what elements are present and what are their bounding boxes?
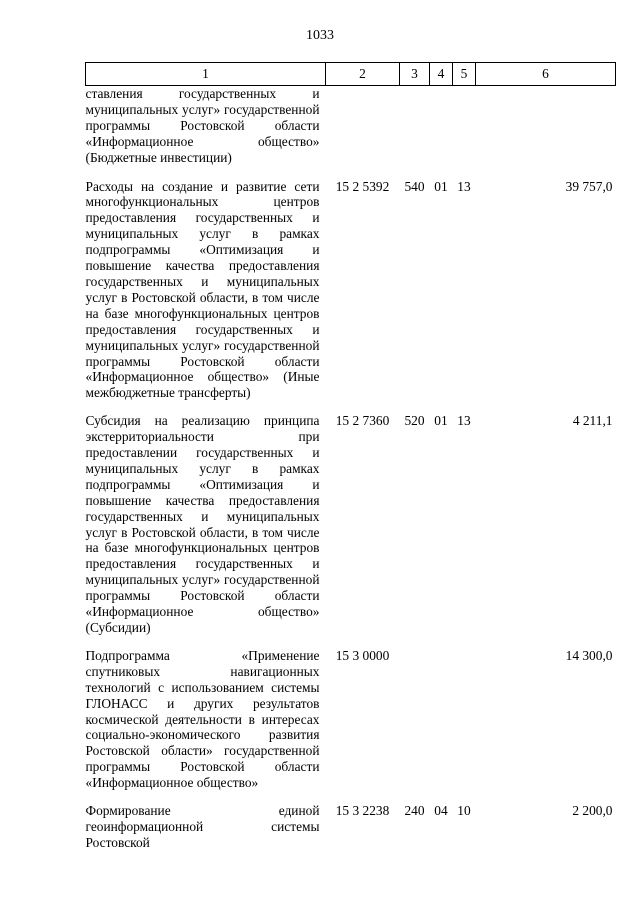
page-number: 1033 [306,28,334,43]
row-subsection: 13 [457,178,471,194]
row-section [430,642,453,797]
budget-table [85,62,616,857]
table-row [86,642,616,797]
table-row [86,407,616,642]
row-amount: 4 211,1 [572,413,613,429]
column-header-3: 3 [400,63,430,86]
row-target-code [326,86,400,173]
row-expense-type: 240 [404,803,425,819]
row-expense-type [400,86,430,173]
row-expense-type: 540 [404,178,425,194]
row-amount: 39 757,0 [565,178,613,194]
row-subsection [453,86,476,173]
row-section: 01 [434,178,448,194]
row-amount [476,86,616,173]
row-description: Формирование единой геоинформационной системы Ростовской [85,803,320,850]
column-header-5: 5 [453,63,476,86]
table-row [86,797,616,857]
row-amount: 2 200,0 [572,803,613,819]
column-header-2: 2 [326,63,400,86]
row-subsection [453,642,476,797]
row-target-code: 15 3 0000 [335,647,390,663]
column-header-1: 1 [86,63,326,86]
row-target-code: 15 2 5392 [335,178,390,194]
column-header-6: 6 [476,63,616,86]
row-section: 04 [434,803,448,819]
column-header-4: 4 [430,63,453,86]
row-amount: 14 300,0 [565,647,613,663]
row-description: Расходы на создание и развитие сети многофункциональных центров предоставления государственных и муниципальных услуг в рамках подпрограммы «Оптимизация и повышение качества предоставления государственных и муниципальных услуг в Ростовской области, в том числе на базе многофункциональных центров предоставления государственных и муниципальных услуг» государственной программы Ростовской области «Информационное общество» (Иные межбюджетные трансферты) [85,178,320,401]
row-description: Подпрограмма «Применение спутниковых навигационных технологий с использованием системы ГЛОНАСС и других результатов космической деятельности в интересах социально-экономического развития Ростовской области» государственной программы Ростовской области «Информационное общество» [85,647,320,791]
row-description: ставления государственных и муниципальных услуг» государственной программы Ростовской области «Информационное общество» (Бюджетные инвестиции) [85,86,320,165]
row-target-code: 15 2 7360 [335,413,390,429]
row-expense-type: 520 [404,413,425,429]
row-expense-type [400,642,430,797]
table-row [86,173,616,408]
row-section: 01 [434,413,448,429]
row-subsection: 10 [457,803,471,819]
table-header-row [86,63,616,86]
row-target-code: 15 3 2238 [335,803,390,819]
row-description: Субсидия на реализацию принципа экстерриториальности при предоставлении государственных и муниципальных услуг в рамках подпрограммы «Оптимизация и повышение качества предоставления государственных и муниципальных услуг в Ростовской области, в том числе на базе многофункциональных центров предоставления государственных и муниципальных услуг» государственной программы Ростовской области «Информационное общество» (Субсидии) [85,413,320,635]
table-row [86,86,616,173]
row-subsection: 13 [457,413,471,429]
row-section [430,86,453,173]
